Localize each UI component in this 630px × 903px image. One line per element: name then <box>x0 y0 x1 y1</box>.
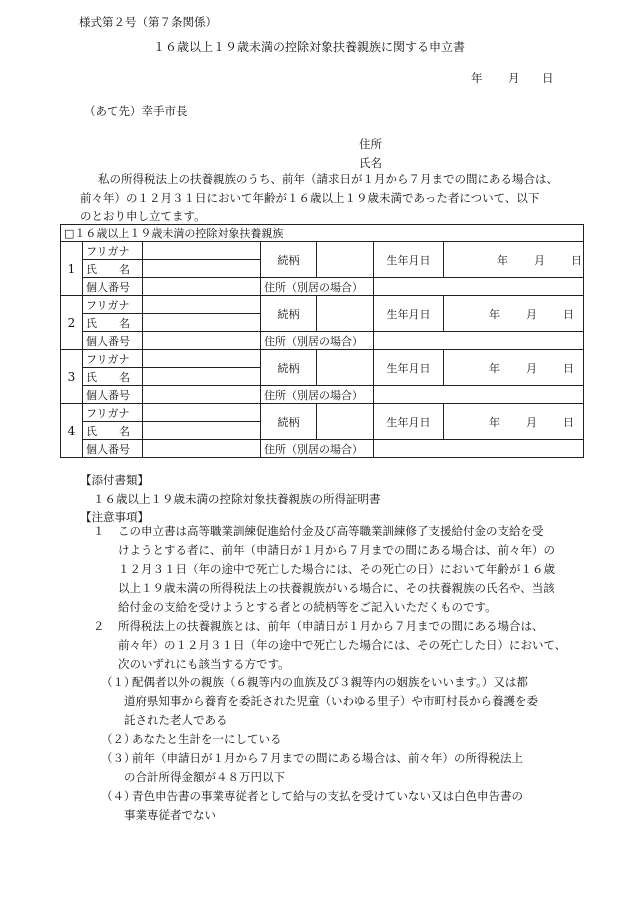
subitem-4 <box>124 787 523 825</box>
id-number-field[interactable] <box>143 332 261 350</box>
birth-month-label: 月 <box>526 307 537 321</box>
furigana-field[interactable] <box>143 296 261 314</box>
note-line: 次のいずれにも該当する方です。 <box>118 657 290 671</box>
relation-label: 続柄 <box>261 350 317 386</box>
birth-month-label: 月 <box>526 361 537 375</box>
attachments-heading: 【添付書類】 <box>80 473 149 487</box>
dependent-number: 2 <box>61 296 83 350</box>
subitem-line: 事業専従者でない <box>124 808 216 822</box>
separate-address-label: 住所（別居の場合） <box>261 386 374 404</box>
relation-label: 続柄 <box>261 242 317 278</box>
separate-address-label: 住所（別居の場合） <box>261 440 374 458</box>
note-1 <box>118 522 555 617</box>
note-line: 前々年）の１２月３１日（年の途中で死亡した場合には、その死亡した日）において、 <box>118 638 567 652</box>
birthdate-field[interactable] <box>444 296 584 332</box>
id-number-field[interactable] <box>143 386 261 404</box>
id-number-label: 個人番号 <box>83 332 143 350</box>
name-label: 氏 名 <box>83 314 143 332</box>
birth-day-label: 日 <box>563 361 574 375</box>
dependent-number: 3 <box>61 350 83 404</box>
id-number-field[interactable] <box>143 278 261 296</box>
id-number-field[interactable] <box>143 440 261 458</box>
applicant-address-label: 住所 <box>359 137 382 151</box>
name-label: 氏 名 <box>83 260 143 278</box>
furigana-label: フリガナ <box>83 242 143 260</box>
subitem-line: の合計所得金額が４８万円以下 <box>124 770 285 784</box>
name-field[interactable] <box>143 260 261 278</box>
relation-field[interactable] <box>317 242 374 278</box>
furigana-field[interactable] <box>143 404 261 422</box>
separate-address-field[interactable] <box>374 278 584 296</box>
birth-day-label: 日 <box>563 415 574 429</box>
birthdate-field[interactable] <box>444 404 584 440</box>
relation-field[interactable] <box>317 404 374 440</box>
id-number-label: 個人番号 <box>83 386 143 404</box>
dependent-row <box>61 350 584 368</box>
applicant-name-label: 氏名 <box>359 156 382 170</box>
subitem-line: 道府県知事から養育を委託された児童（いわゆる里子）や市町村長から養護を委 <box>124 694 538 708</box>
dependent-row <box>61 242 584 260</box>
birth-year-label: 年 <box>497 253 508 267</box>
attachments-item: １６歳以上１９歳未満の控除対象扶養親族の所得証明書 <box>93 492 381 506</box>
notes-heading: 【注意事項】 <box>80 510 149 524</box>
subitem-line: 青色申告書の事業専従者として給与の支払を受けていない又は白色申告書の <box>132 789 523 803</box>
birth-month-label: 月 <box>534 253 545 267</box>
birth-day-label: 日 <box>563 307 574 321</box>
furigana-label: フリガナ <box>83 296 143 314</box>
birthdate-label: 生年月日 <box>374 242 444 278</box>
note-line: １２月３１日（年の途中で死亡した場合には、その死亡の日）において年齢が１６歳 <box>118 562 555 576</box>
subitem-1 <box>124 673 538 730</box>
dependent-row <box>61 296 584 314</box>
birth-month-label: 月 <box>526 415 537 429</box>
note-line: けようとする者に、前年（申請日が１月から７月までの間にある場合は、前々年）の <box>118 543 555 557</box>
id-number-label: 個人番号 <box>83 440 143 458</box>
addressee: （あて先）幸手市長 <box>84 104 188 118</box>
subitem-2 <box>124 730 282 749</box>
birth-year-label: 年 <box>489 361 500 375</box>
subitem-line: 配偶者以外の親族（６親等内の血族及び３親等内の姻族をいいます。）又は都 <box>132 675 528 689</box>
note-line: 以上１９歳未満の所得税法上の扶養親族がいる場合に、その扶養親族の氏名や、当該 <box>118 581 555 595</box>
birth-day-label: 日 <box>571 253 582 267</box>
name-label: 氏 名 <box>83 422 143 440</box>
name-label: 氏 名 <box>83 368 143 386</box>
subitem-2-number: （２） <box>101 732 136 746</box>
separate-address-field[interactable] <box>374 440 584 458</box>
furigana-label: フリガナ <box>83 350 143 368</box>
id-number-label: 個人番号 <box>83 278 143 296</box>
relation-label: 続柄 <box>261 404 317 440</box>
subitem-line: あなたと生計を一にしている <box>132 732 282 746</box>
note-2 <box>118 617 566 674</box>
birthdate-label: 生年月日 <box>374 350 444 386</box>
subitem-line: 前年（申請日が１月から７月までの間にある場合は、前々年）の所得税法上 <box>132 751 523 765</box>
name-field[interactable] <box>143 422 261 440</box>
birth-year-label: 年 <box>489 307 500 321</box>
separate-address-field[interactable] <box>374 332 584 350</box>
dependent-row <box>61 404 584 422</box>
declaration-line-3: のとおり申し立てます。 <box>80 209 206 223</box>
subitem-3 <box>124 749 523 787</box>
dependent-number: 4 <box>61 404 83 458</box>
relation-label: 続柄 <box>261 296 317 332</box>
note-2-number: ２ <box>93 619 105 633</box>
birthdate-label: 生年月日 <box>374 296 444 332</box>
separate-address-label: 住所（別居の場合） <box>261 278 374 296</box>
dependents-table <box>60 224 584 458</box>
name-field[interactable] <box>143 314 261 332</box>
section-title: □１６歳以上１９歳未満の控除対象扶養親族 <box>61 225 584 242</box>
note-line: この申立書は高等職業訓練促進給付金及び高等職業訓練修了支援給付金の支給を受 <box>118 524 544 538</box>
relation-field[interactable] <box>317 350 374 386</box>
relation-field[interactable] <box>317 296 374 332</box>
birthdate-label: 生年月日 <box>374 404 444 440</box>
declaration-line-1: 私の所得税法上の扶養親族のうち、前年（請求日が１月から７月までの間にある場合は、 <box>98 172 558 186</box>
form-number: 様式第２号（第７条関係） <box>79 15 217 29</box>
date-year-label: 年 <box>471 71 483 85</box>
note-line: 所得税法上の扶養親族とは、前年（申請日が１月から７月までの間にある場合は、 <box>118 619 544 633</box>
dependent-number: 1 <box>61 242 83 296</box>
subitem-1-number: （１） <box>101 675 136 689</box>
subitem-3-number: （３） <box>101 751 136 765</box>
subitem-line: 託された老人である <box>124 713 228 727</box>
separate-address-label: 住所（別居の場合） <box>261 332 374 350</box>
birthdate-field[interactable] <box>444 350 584 386</box>
furigana-label: フリガナ <box>83 404 143 422</box>
separate-address-field[interactable] <box>374 386 584 404</box>
note-1-number: １ <box>93 524 105 538</box>
subitem-4-number: （４） <box>101 789 136 803</box>
note-line: 給付金の支給を受けようとする者との続柄等をご記入いただくものです。 <box>118 600 497 614</box>
birthdate-field[interactable] <box>444 242 584 278</box>
furigana-field[interactable] <box>143 242 261 260</box>
date-month-label: 月 <box>508 71 520 85</box>
birth-year-label: 年 <box>489 415 500 429</box>
declaration-line-2: 前々年）の１２月３１日において年齢が１６歳以上１９歳未満であった者について、以下 <box>80 191 540 205</box>
date-day-label: 日 <box>542 71 554 85</box>
name-field[interactable] <box>143 368 261 386</box>
page-title: １６歳以上１９歳未満の控除対象扶養親族に関する申立書 <box>153 40 466 54</box>
furigana-field[interactable] <box>143 350 261 368</box>
